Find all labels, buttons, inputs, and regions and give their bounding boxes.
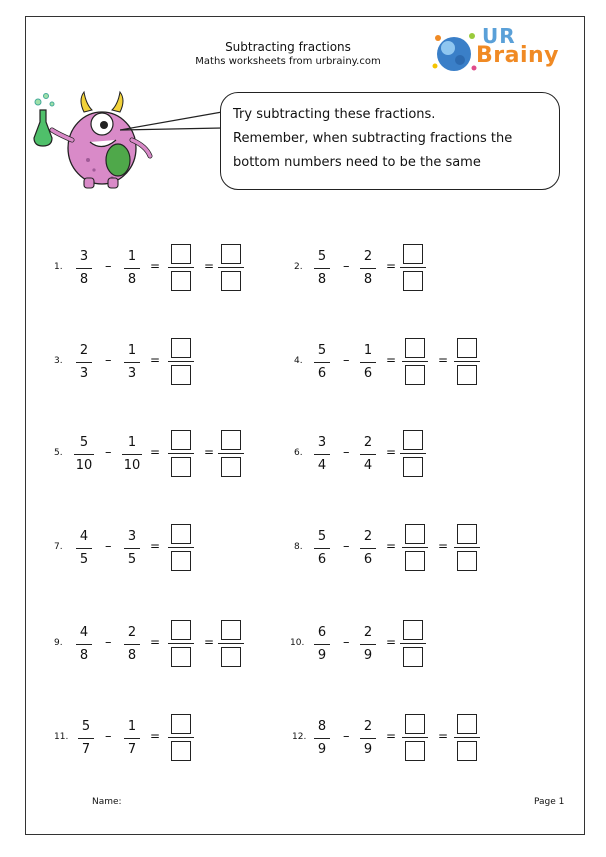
equals-sign: =: [386, 539, 397, 553]
answer-fraction: [404, 338, 426, 385]
instruction-line-1: Try subtracting these fractions.: [233, 107, 436, 122]
numerator: 5: [317, 529, 327, 544]
equals-sign: =: [150, 729, 161, 743]
simplified-answer-fraction: [220, 430, 242, 477]
equals-sign: =: [386, 635, 397, 649]
equals-sign: =: [386, 729, 397, 743]
fraction-minuend: [314, 248, 330, 289]
numerator: 4: [79, 529, 89, 544]
answer-numerator-box[interactable]: [403, 244, 423, 264]
denominator: 5: [127, 552, 137, 567]
problem-number: 5.: [54, 448, 63, 458]
equals-sign: =: [150, 539, 161, 553]
answer-fraction: [170, 524, 192, 571]
problem-number: 10.: [290, 638, 305, 648]
equals-sign: =: [438, 729, 449, 743]
name-label: Name:: [92, 797, 122, 807]
numerator: 2: [363, 249, 373, 264]
answer-fraction: [402, 244, 424, 291]
fraction-subtrahend: [124, 342, 140, 383]
denominator: 10: [75, 458, 93, 473]
minus-sign: –: [105, 259, 112, 274]
simplified-answer-fraction: [456, 524, 478, 571]
answer-numerator-box[interactable]: [457, 714, 477, 734]
answer-denominator-box[interactable]: [405, 365, 425, 385]
denominator: 6: [363, 366, 373, 381]
equals-sign: =: [386, 445, 397, 459]
problem-number: 11.: [54, 732, 69, 742]
simplified-answer-fraction: [220, 244, 242, 291]
equals-sign: =: [204, 635, 215, 649]
numerator: 5: [79, 435, 89, 450]
numerator: 5: [317, 343, 327, 358]
speech-bubble-text: [233, 103, 512, 175]
minus-sign: –: [343, 729, 350, 744]
answer-denominator-box[interactable]: [221, 271, 241, 291]
numerator: 1: [363, 343, 373, 358]
denominator: 8: [79, 648, 89, 663]
fraction-minuend: [314, 434, 330, 475]
answer-denominator-box[interactable]: [171, 457, 191, 477]
denominator: 4: [363, 458, 373, 473]
equals-sign: =: [438, 353, 449, 367]
numerator: 3: [79, 249, 89, 264]
problem-number: 4.: [294, 356, 303, 366]
fraction-minuend: [314, 624, 330, 665]
answer-fraction: [170, 714, 192, 761]
answer-denominator-box[interactable]: [405, 741, 425, 761]
numerator: 5: [317, 249, 327, 264]
fraction-minuend: [76, 624, 92, 665]
equals-sign: =: [386, 259, 397, 273]
fraction-subtrahend: [124, 718, 140, 759]
fraction-minuend: [314, 528, 330, 569]
minus-sign: –: [343, 259, 350, 274]
simplified-answer-fraction: [456, 338, 478, 385]
minus-sign: –: [343, 353, 350, 368]
denominator: 4: [317, 458, 327, 473]
speech-bubble: [220, 92, 560, 190]
denominator: 9: [317, 648, 327, 663]
equals-sign: =: [204, 259, 215, 273]
answer-denominator-box[interactable]: [405, 551, 425, 571]
minus-sign: –: [105, 353, 112, 368]
problem-number: 12.: [292, 732, 307, 742]
denominator: 5: [79, 552, 89, 567]
instruction-line-3: bottom numbers need to be the same: [233, 155, 481, 170]
denominator: 8: [363, 272, 373, 287]
numerator: 2: [363, 625, 373, 640]
denominator: 6: [317, 552, 327, 567]
answer-numerator-box[interactable]: [405, 524, 425, 544]
fraction-subtrahend: [360, 718, 376, 759]
numerator: 1: [127, 343, 137, 358]
logo-text-brainy: Brainy: [476, 43, 560, 68]
fraction-subtrahend: [122, 434, 142, 475]
problem-number: 6.: [294, 448, 303, 458]
denominator: 3: [79, 366, 89, 381]
answer-denominator-box[interactable]: [171, 365, 191, 385]
answer-denominator-box[interactable]: [403, 271, 423, 291]
worksheet-title: Subtracting fractions: [225, 40, 351, 54]
worksheet-subtitle: Maths worksheets from urbrainy.com: [195, 56, 381, 67]
answer-numerator-box[interactable]: [171, 524, 191, 544]
equals-sign: =: [150, 353, 161, 367]
answer-numerator-box[interactable]: [171, 338, 191, 358]
problem-number: 8.: [294, 542, 303, 552]
fraction-subtrahend: [360, 528, 376, 569]
minus-sign: –: [343, 539, 350, 554]
fraction-minuend: [78, 718, 94, 759]
denominator: 6: [363, 552, 373, 567]
denominator: 10: [123, 458, 141, 473]
minus-sign: –: [105, 729, 112, 744]
fraction-minuend: [76, 528, 92, 569]
fraction-minuend: [76, 342, 92, 383]
fraction-subtrahend: [360, 342, 376, 383]
numerator: 5: [81, 719, 91, 734]
numerator: 1: [127, 719, 137, 734]
denominator: 9: [317, 742, 327, 757]
answer-numerator-box[interactable]: [403, 620, 423, 640]
problem-number: 3.: [54, 356, 63, 366]
answer-fraction: [170, 338, 192, 385]
answer-denominator-box[interactable]: [403, 457, 423, 477]
numerator: 1: [127, 435, 137, 450]
answer-fraction: [402, 430, 424, 477]
answer-numerator-box[interactable]: [221, 430, 241, 450]
simplified-answer-fraction: [220, 620, 242, 667]
speech-bubble-tail: [120, 100, 230, 140]
simplified-answer-fraction: [456, 714, 478, 761]
problem-number: 9.: [54, 638, 63, 648]
answer-denominator-box[interactable]: [221, 647, 241, 667]
fraction-minuend: [76, 248, 92, 289]
numerator: 2: [79, 343, 89, 358]
denominator: 3: [127, 366, 137, 381]
problem-number: 7.: [54, 542, 63, 552]
numerator: 3: [127, 529, 137, 544]
answer-numerator-box[interactable]: [221, 244, 241, 264]
fraction-minuend: [74, 434, 94, 475]
fraction-subtrahend: [124, 624, 140, 665]
answer-numerator-box[interactable]: [171, 714, 191, 734]
equals-sign: =: [150, 635, 161, 649]
answer-fraction: [170, 244, 192, 291]
fraction-subtrahend: [360, 434, 376, 475]
numerator: 2: [363, 435, 373, 450]
answer-numerator-box[interactable]: [457, 524, 477, 544]
problem-number: 1.: [54, 262, 63, 272]
answer-denominator-box[interactable]: [457, 365, 477, 385]
minus-sign: –: [105, 635, 112, 650]
answer-denominator-box[interactable]: [457, 741, 477, 761]
denominator: 8: [317, 272, 327, 287]
denominator: 9: [363, 648, 373, 663]
answer-denominator-box[interactable]: [171, 551, 191, 571]
numerator: 2: [363, 529, 373, 544]
fraction-subtrahend: [360, 248, 376, 289]
answer-numerator-box[interactable]: [171, 430, 191, 450]
numerator: 6: [317, 625, 327, 640]
answer-fraction: [170, 620, 192, 667]
answer-denominator-box[interactable]: [171, 741, 191, 761]
equals-sign: =: [150, 445, 161, 459]
fraction-subtrahend: [124, 528, 140, 569]
numerator: 2: [127, 625, 137, 640]
answer-denominator-box[interactable]: [171, 271, 191, 291]
answer-numerator-box[interactable]: [405, 714, 425, 734]
denominator: 8: [79, 272, 89, 287]
fraction-subtrahend: [124, 248, 140, 289]
answer-fraction: [404, 714, 426, 761]
equals-sign: =: [204, 445, 215, 459]
answer-denominator-box[interactable]: [403, 647, 423, 667]
answer-denominator-box[interactable]: [221, 457, 241, 477]
denominator: 9: [363, 742, 373, 757]
denominator: 8: [127, 272, 137, 287]
equals-sign: =: [386, 353, 397, 367]
answer-numerator-box[interactable]: [171, 620, 191, 640]
globe-icon: [430, 28, 480, 78]
answer-denominator-box[interactable]: [457, 551, 477, 571]
answer-numerator-box[interactable]: [171, 244, 191, 264]
minus-sign: –: [343, 445, 350, 460]
numerator: 4: [79, 625, 89, 640]
fraction-subtrahend: [360, 624, 376, 665]
denominator: 8: [127, 648, 137, 663]
minus-sign: –: [105, 445, 112, 460]
denominator: 7: [127, 742, 137, 757]
answer-numerator-box[interactable]: [403, 430, 423, 450]
answer-numerator-box[interactable]: [405, 338, 425, 358]
answer-numerator-box[interactable]: [457, 338, 477, 358]
urbrainy-logo: [430, 26, 560, 82]
numerator: 1: [127, 249, 137, 264]
answer-fraction: [170, 430, 192, 477]
logo-text-ur: UR: [482, 24, 516, 48]
denominator: 7: [81, 742, 91, 757]
numerator: 8: [317, 719, 327, 734]
answer-numerator-box[interactable]: [221, 620, 241, 640]
minus-sign: –: [343, 635, 350, 650]
answer-denominator-box[interactable]: [171, 647, 191, 667]
denominator: 6: [317, 366, 327, 381]
numerator: 3: [317, 435, 327, 450]
equals-sign: =: [438, 539, 449, 553]
answer-fraction: [402, 620, 424, 667]
page-number: Page 1: [534, 797, 565, 807]
instruction-line-2: Remember, when subtracting fractions the: [233, 131, 513, 146]
minus-sign: –: [105, 539, 112, 554]
numerator: 2: [363, 719, 373, 734]
answer-fraction: [404, 524, 426, 571]
equals-sign: =: [150, 259, 161, 273]
fraction-minuend: [314, 718, 330, 759]
problem-number: 2.: [294, 262, 303, 272]
fraction-minuend: [314, 342, 330, 383]
